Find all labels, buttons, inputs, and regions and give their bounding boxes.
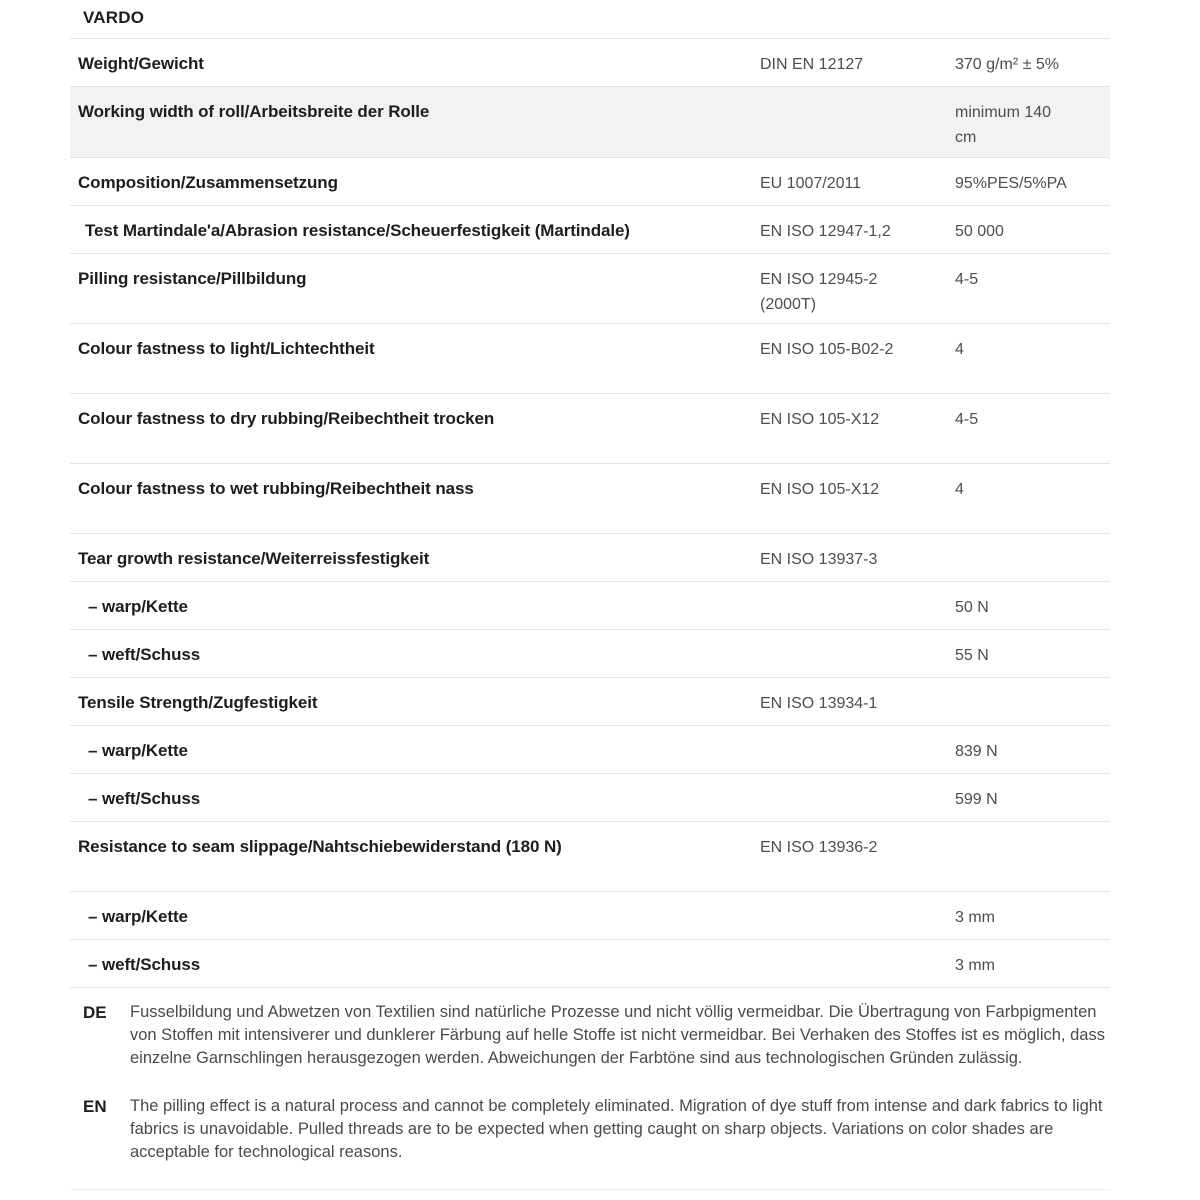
row-label: – weft/Schuss (88, 789, 201, 808)
row-label: Colour fastness to dry rubbing/Reibechtheit trocken (78, 409, 495, 428)
table-row (70, 463, 1110, 533)
row-value: 4-5 (955, 271, 979, 288)
table-row (70, 939, 1110, 987)
note-language-label: EN (83, 1097, 107, 1116)
row-label: – weft/Schuss (88, 645, 201, 664)
row-value: 3 mm (955, 957, 995, 974)
row-standard: EN ISO 12947-1,2 (760, 223, 891, 240)
row-value: 599 N (955, 791, 998, 808)
row-label: – warp/Kette (88, 741, 188, 760)
table-row (70, 393, 1110, 463)
row-value: 50 N (955, 599, 989, 616)
spec-sheet (70, 0, 1110, 1190)
notes-section (70, 1001, 1110, 1164)
row-value: 95%PES/5%PA (955, 175, 1067, 192)
row-label: Weight/Gewicht (78, 54, 204, 73)
table-row (70, 725, 1110, 773)
row-standard: EN ISO 105-B02-2 (760, 341, 894, 358)
table-row (70, 533, 1110, 581)
row-standard: DIN EN 12127 (760, 56, 864, 73)
note-text: The pilling effect is a natural process and cannot be completely eliminated. Migration of dye stuff from intense and dark fabrics to light fabrics is unavoidable. Pulled threads are to be expected when getting caught on sharp objects. Variations on color shades are acceptable for technological reasons. (130, 1097, 1103, 1161)
table-row (70, 629, 1110, 677)
row-label: Composition/Zusammensetzung (78, 173, 338, 192)
row-value: 4 (955, 341, 964, 358)
row-label: – warp/Kette (88, 907, 188, 926)
row-label: Pilling resistance/Pillbildung (78, 269, 307, 288)
row-value: 55 N (955, 647, 989, 664)
row-label: – warp/Kette (88, 597, 188, 616)
row-value: 839 N (955, 743, 998, 760)
row-label: – weft/Schuss (88, 955, 201, 974)
row-standard: EN ISO 12945-2 (2000T) (760, 271, 878, 313)
table-row (70, 677, 1110, 725)
note-text: Fusselbildung und Abwetzen von Textilien sind natürliche Prozesse und nicht völlig vermeidbar. Die Übertragung von Farbpigmenten von Stoffen mit intensiverer und dunklerer Färbung auf helle Stoffe ist nicht vermeidbar. Bei Verhaken des Stoffes ist es möglich, dass einzelne Garnschlingen herausgezogen werden. Abweichungen der Farbtöne sind aus technologischen Gründen zulässig. (130, 1003, 1105, 1067)
table-row (70, 581, 1110, 629)
row-standard: EN ISO 105-X12 (760, 481, 880, 498)
row-label: Working width of roll/Arbeitsbreite der Rolle (78, 102, 430, 121)
divider (70, 1189, 1110, 1190)
row-label: Test Martindale'a/Abrasion resistance/Scheuerfestigkeit (Martindale) (85, 221, 630, 240)
table-row (70, 86, 1110, 157)
row-value: 370 g/m² ± 5% (955, 56, 1059, 73)
row-standard: EN ISO 13934-1 (760, 695, 878, 712)
table-row (70, 205, 1110, 253)
note-de (70, 1001, 1110, 1070)
spec-table (70, 38, 1110, 988)
row-standard: EN ISO 13937-3 (760, 551, 878, 568)
row-value: 3 mm (955, 909, 995, 926)
table-row (70, 253, 1110, 323)
table-row (70, 821, 1110, 891)
row-label: Colour fastness to wet rubbing/Reibechtheit nass (78, 479, 474, 498)
fabric-title: VARDO (83, 8, 145, 27)
row-label: Tensile Strength/Zugfestigkeit (78, 693, 318, 712)
row-value: 50 000 (955, 223, 1004, 240)
row-standard: EU 1007/2011 (760, 175, 862, 192)
table-row (70, 773, 1110, 821)
row-label: Colour fastness to light/Lichtechtheit (78, 339, 375, 358)
row-value: 4-5 (955, 411, 979, 428)
note-en (70, 1095, 1110, 1164)
row-label: Tear growth resistance/Weiterreissfestigkeit (78, 549, 430, 568)
row-value: 4 (955, 481, 964, 498)
table-row (70, 157, 1110, 205)
table-row (70, 323, 1110, 393)
note-language-label: DE (83, 1003, 107, 1022)
table-row (70, 891, 1110, 939)
row-value: minimum 140 cm (955, 104, 1052, 146)
row-label: Resistance to seam slippage/Nahtschiebewiderstand (180 N) (78, 837, 562, 856)
table-row (70, 38, 1110, 86)
row-standard: EN ISO 13936-2 (760, 839, 878, 856)
row-standard: EN ISO 105-X12 (760, 411, 880, 428)
